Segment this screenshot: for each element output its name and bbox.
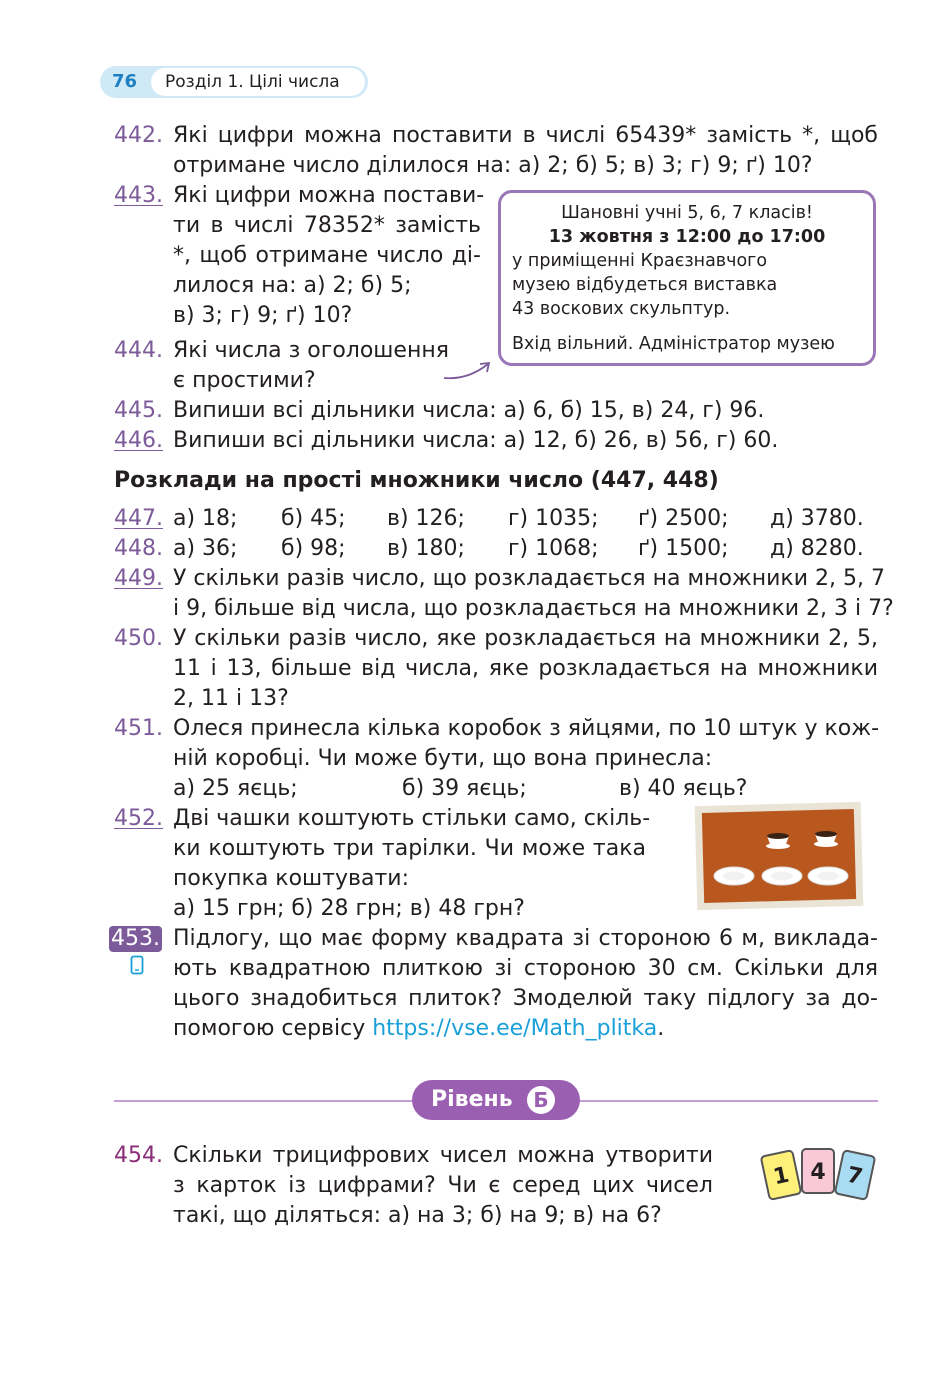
exercise-text: ти в числі 78352* замість — [173, 213, 481, 238]
answer-option: а) 36; — [173, 536, 238, 561]
exercise-text: в) 3; г) 9; ґ) 10? — [173, 303, 353, 328]
exercise-text: цього знадобиться плиток? Змоделюй таку підлогу за до- — [173, 986, 878, 1011]
digit-card: 1 — [760, 1149, 803, 1201]
exercise-text: У скільки разів число, яке розкладається на множники 2, 5, — [173, 626, 878, 651]
exercise-text: Олеся принесла кілька коробок з яйцями, по 10 штук у кож- — [173, 716, 880, 741]
exercise-number-badge: 453. — [109, 926, 162, 952]
digit-card: 4 — [801, 1148, 835, 1194]
exercise-number: 446. — [114, 428, 163, 453]
exercise-number: 452. — [114, 806, 163, 831]
exercise-text: лилося на: а) 2; б) 5; — [173, 273, 412, 298]
exercise-number: 442. — [114, 123, 163, 148]
digit-card: 7 — [834, 1149, 877, 1201]
notice-line: 13 жовтня з 12:00 до 17:00 — [548, 227, 826, 247]
exercise-text: 2, 11 і 13? — [173, 686, 289, 711]
exercise-text: Дві чашки коштують стільки само, скіль- — [173, 806, 651, 831]
notice-line: Вхід вільний. Адміністратор музею — [512, 334, 835, 354]
section-title-header: Розділ 1. Цілі числа — [151, 68, 365, 96]
answer-option: д) 3780. — [770, 506, 864, 531]
exercise-text: ки коштують три тарілки. Чи може така — [173, 836, 646, 861]
cups-and-plates-image — [694, 800, 866, 912]
exercise-text: Які цифри можна поставити в числі 65439* замість *, щоб — [173, 123, 878, 148]
divider-right — [578, 1100, 878, 1102]
exercise-text: а) 15 грн; б) 28 грн; в) 48 грн? — [173, 896, 525, 921]
exercise-text: Випиши всі дільники числа: а) 12, б) 26, в) 56, г) 60. — [173, 428, 779, 453]
math-plitka-link[interactable]: https://vse.ee/Math_plitka — [372, 1016, 658, 1041]
answer-option: а) 25 яєць; — [173, 776, 298, 801]
answer-option: в) 180; — [387, 536, 465, 561]
exercise-number: 447. — [114, 506, 163, 531]
answer-option: б) 39 яєць; — [402, 776, 527, 801]
answer-option: ґ) 1500; — [638, 536, 729, 561]
exercise-text: Підлогу, що має форму квадрата зі стороною 6 м, виклада- — [173, 926, 878, 951]
notice-line: Шановні учні 5, 6, 7 класів! — [561, 203, 813, 223]
answer-option: в) 40 яєць? — [619, 776, 748, 801]
exercise-text: отримане число ділилося на: а) 2; б) 5; в) 3; г) 9; ґ) 10? — [173, 153, 813, 178]
phone-icon — [130, 955, 144, 975]
notice-line: музею відбудеться виставка — [512, 275, 778, 295]
level-letter: Б — [527, 1086, 555, 1114]
exercise-number: 448. — [114, 536, 163, 561]
exercise-text: Випиши всі дільники числа: а) 6, б) 15, в) 24, г) 96. — [173, 398, 765, 423]
exercise-text: є простими? — [173, 368, 316, 393]
exercise-text: 11 і 13, більше від числа, яке розкладається на множники — [173, 656, 878, 681]
exercise-text: помогою сервісу https://vse.ee/Math_plitka. — [173, 1016, 665, 1041]
notice-line: 43 воскових скульптур. — [512, 299, 731, 319]
answer-option: г) 1068; — [508, 536, 599, 561]
answer-option: б) 98; — [281, 536, 346, 561]
divider-left — [114, 1100, 414, 1102]
exercise-text: покупка коштувати: — [173, 866, 409, 891]
exercise-text: У скільки разів число, що розкладається на множники 2, 5, 7 — [173, 566, 885, 591]
exercise-text: ють квадратною плиткою зі стороною 30 см. Скільки для — [173, 956, 878, 981]
exercise-number: 450. — [114, 626, 163, 651]
page-number: 76 — [112, 71, 138, 92]
level-label: Рівень — [431, 1087, 513, 1112]
exercise-number: 454. — [114, 1143, 163, 1168]
exercise-text: Скільки трицифрових чисел можна утворити — [173, 1143, 713, 1168]
exercise-text: і 9, більше від числа, що розкладається на множники 2, 3 і 7? — [173, 596, 894, 621]
notice-line: у приміщенні Краєзнавчого — [512, 251, 768, 271]
exercise-number: 443. — [114, 183, 163, 208]
exercise-text: з карток із цифрами? Чи є серед цих чисел — [173, 1173, 713, 1198]
exercise-text: такі, що діляться: а) на 3; б) на 9; в) на 6? — [173, 1203, 662, 1228]
answer-option: д) 8280. — [770, 536, 864, 561]
exercise-number: 444. — [114, 338, 163, 363]
exercise-number: 451. — [114, 716, 163, 741]
answer-option: в) 126; — [387, 506, 465, 531]
exercise-number: 449. — [114, 566, 163, 591]
answer-option: ґ) 2500; — [638, 506, 729, 531]
exercise-text: Які числа з оголошення — [173, 338, 449, 363]
exercise-text: ній коробці. Чи може бути, що вона принесла: — [173, 746, 713, 771]
exercise-text: *, щоб отримане число ді- — [173, 243, 481, 268]
answer-option: а) 18; — [173, 506, 238, 531]
exercise-number: 445. — [114, 398, 163, 423]
exercise-text: Які цифри можна постави- — [173, 183, 485, 208]
answer-option: б) 45; — [281, 506, 346, 531]
answer-option: г) 1035; — [508, 506, 599, 531]
section-heading: Розклади на прості множники число (447, 448) — [114, 468, 719, 493]
